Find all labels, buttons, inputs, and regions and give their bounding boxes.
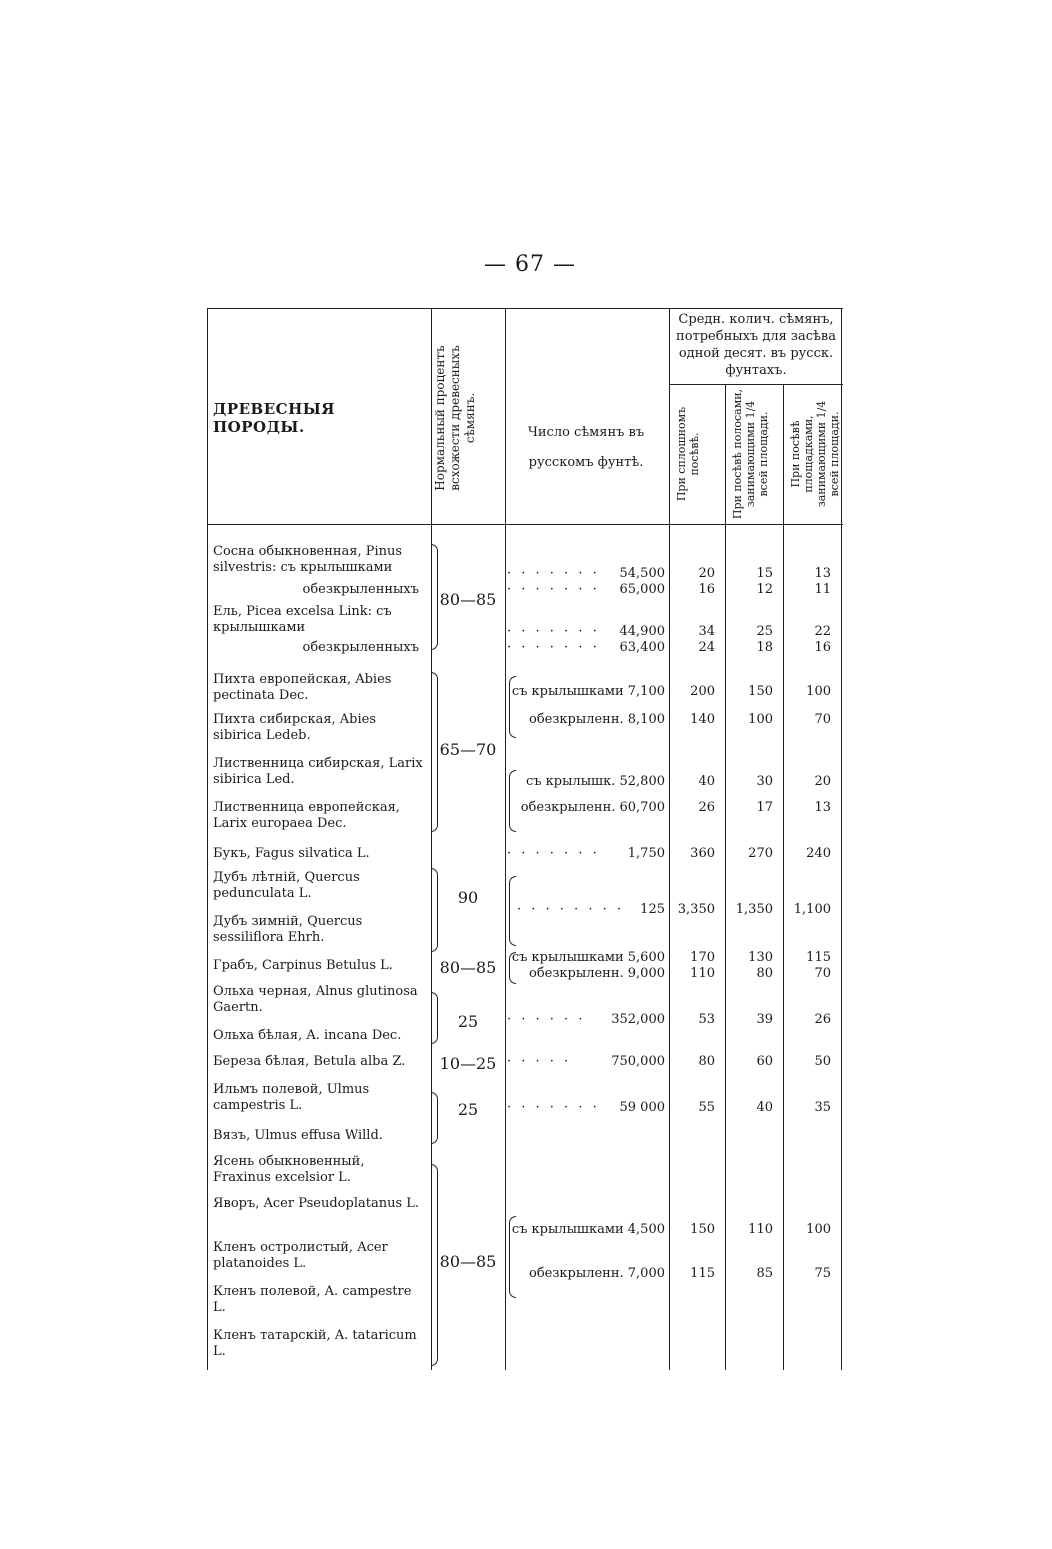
species-name: Ольха черная, Alnus glutinosa Gaertn. — [213, 984, 418, 1015]
seeds-cell: · · · · · · 352,000 — [507, 1012, 665, 1027]
brace — [509, 770, 516, 832]
species-name: Лиственница сибирская, Larix sibirica Led. — [213, 756, 423, 787]
continuous-cell: 40 — [698, 774, 715, 789]
strip-cell: 25 — [756, 624, 773, 639]
percent-ash-maple: 80—85 — [439, 1252, 497, 1271]
continuous-cell: 26 — [698, 800, 715, 815]
continuous-cell: 16 — [698, 582, 715, 597]
species-name: Дубъ зимній, Quercus sessiliflora Ehrh. — [213, 914, 363, 945]
continuous-cell: 360 — [690, 846, 715, 861]
header-sub-rule — [669, 384, 843, 385]
species-name: Грабъ, Carpinus Betulus L. — [213, 958, 393, 973]
species-name: Ольха бѣлая, A. incana Dec. — [213, 1028, 402, 1043]
continuous-cell: 80 — [698, 1054, 715, 1069]
continuous-cell: 110 — [690, 966, 715, 981]
spot-cell: 100 — [806, 684, 831, 699]
species-name: Кленъ полевой, A. campestre L. — [213, 1284, 412, 1315]
spot-cell: 70 — [814, 966, 831, 981]
continuous-cell: 24 — [698, 640, 715, 655]
percent-fir-larch: 65—70 — [439, 740, 497, 759]
continuous-cell: 34 — [698, 624, 715, 639]
strip-cell: 100 — [748, 712, 773, 727]
spot-cell: 75 — [814, 1266, 831, 1281]
continuous-cell: 150 — [690, 1222, 715, 1237]
continuous-cell: 140 — [690, 712, 715, 727]
species-name: Лиственница европейская, Larix europaea Dec. — [213, 800, 400, 831]
species-name: Кленъ татарскій, A. tataricum L. — [213, 1328, 417, 1359]
percent-pine-spruce: 80—85 — [439, 590, 497, 609]
strip-cell: 270 — [748, 846, 773, 861]
continuous-cell: 3,350 — [677, 902, 715, 917]
column-rule — [669, 308, 670, 1370]
spot-cell: 70 — [814, 712, 831, 727]
species-name: Сосна обыкновенная, Pinus silvestris: съ крылышками — [213, 544, 403, 575]
strip-cell: 1,350 — [735, 902, 773, 917]
brace — [431, 1164, 438, 1366]
continuous-cell: 115 — [690, 1266, 715, 1281]
seeds-cell: · · · · · · · 54,500 — [507, 566, 665, 581]
spot-cell: 20 — [814, 774, 831, 789]
species-name: Ильмъ полевой, Ulmus campestris L. — [213, 1082, 370, 1113]
percent-alder: 25 — [457, 1012, 479, 1031]
header-percent: Нормальный процентъ всхожести древесныхъ сѣмянъ. — [433, 345, 477, 491]
seeds-cell: · · · · · · · 59 000 — [507, 1100, 665, 1115]
seed-table: ДРЕВЕСНЫЯ ПОРОДЫ. Нормальный процентъ всхожести древесныхъ сѣмянъ. Число сѣмянъ въ русскомъ фунтѣ. Средн. колич. сѣмянъ, потребныхъ для засѣва одной десят. въ русск. фунтахъ. При сплошномъ посѣвѣ. При посѣвѣ полосами, занимающими 1/4 всей площади. При посѣвѣ площадками, занимающими 1/4 всей площади. 80—85 65—70 90 80—85 25 10—25 25 80—85 Сосна обыкновенная, Pinus silvestris: съ крылышками · · · · · · · 54,500 20 15 13 обезкрыленныхъ · · · · · · · 65,000 16 12 11 Ель, Picea excelsa Link: съ крылышками · · · · · · · 44,900 34 25 22 обезкрыленныхъ · · · · · · · 63,400 24 18 16 Пихта европейская, Abies pectinata Dec. съ крылышками 7,100 200 150 100 Пихта сибирская, Abies sibirica Ledeb. обезкрыленн. 8,100 140 100 70 Лиственница сибирская, Larix sibirica Led. съ крылышк. 52,800 40 30 20 Лиственница европейская, Larix europaea Dec. обезкрыленн. 60,700 26 17 13 Букъ, Fagus silvatica L. · · · · · · · 1,750 360 270 240 Дубъ лѣтній, Quercus pedunculata L. Дубъ зимній, Quercus sessiliflora Ehrh. · · · · · · · · 125 3,350 1,350 1,100 Грабъ, Carpinus Betulus L. съ крылышками 5,600 170 130 115 обезкрыленн. 9,000 110 80 70 Ольха черная, Alnus glutinosa Gaertn. Ольха бѣлая, A. incana Dec. · · · · · · 352,000 53 39 26 Береза бѣлая, Betula alba Z. · · · · · 750,000 80 60 50 Ильмъ полевой, Ulmus campestris L. · · · · · · · 59 000 55 40 35 Вязъ, Ulmus effusa Willd. Ясень обыкновенный, Fraxinus excelsior L. Яворъ, Acer Pseudoplatanus L. съ крылышками 4,500 150 110 100 Кленъ остролистый, Acer platanoides L. обезкрыленн. 7,000 115 85 75 Кленъ полевой, A. campestre L. Кленъ татарскій, A. tataricum L. — [207, 308, 843, 1370]
species-name: Ель, Picea excelsa Link: съ крылышками — [213, 604, 392, 635]
continuous-cell: 55 — [698, 1100, 715, 1115]
species-name: Пихта европейская, Abies pectinata Dec. — [213, 672, 392, 703]
strip-cell: 80 — [756, 966, 773, 981]
brace — [431, 992, 438, 1044]
column-rule — [783, 384, 784, 1370]
seeds-cell: · · · · · · · 1,750 — [507, 846, 665, 861]
species-name: Пихта сибирская, Abies sibirica Ledeb. — [213, 712, 377, 743]
table-top-rule — [207, 308, 843, 309]
spot-cell: 1,100 — [793, 902, 831, 917]
strip-cell: 15 — [756, 566, 773, 581]
continuous-cell: 200 — [690, 684, 715, 699]
spot-cell: 13 — [814, 800, 831, 815]
percent-elm: 25 — [457, 1100, 479, 1119]
percent-hornbeam: 80—85 — [439, 958, 497, 977]
seeds-cell: · · · · · · · 65,000 — [507, 582, 665, 597]
strip-cell: 30 — [756, 774, 773, 789]
brace — [431, 1092, 438, 1144]
spot-cell: 26 — [814, 1012, 831, 1027]
brace — [431, 672, 438, 832]
species-name: Букъ, Fagus silvatica L. — [213, 846, 370, 861]
strip-cell: 60 — [756, 1054, 773, 1069]
spot-cell: 16 — [814, 640, 831, 655]
species-name: Береза бѣлая, Betula alba Z. — [213, 1054, 406, 1069]
spot-cell: 13 — [814, 566, 831, 581]
spot-cell: 22 — [814, 624, 831, 639]
percent-birch: 10—25 — [439, 1054, 497, 1073]
seeds-cell: · · · · · · · 63,400 — [507, 640, 665, 655]
strip-cell: 40 — [756, 1100, 773, 1115]
strip-cell: 85 — [756, 1266, 773, 1281]
header-species: ДРЕВЕСНЫЯ ПОРОДЫ. — [213, 400, 336, 436]
species-name: Ясень обыкновенный, Fraxinus excelsior L. — [213, 1154, 365, 1185]
strip-cell: 12 — [756, 582, 773, 597]
spot-cell: 11 — [814, 582, 831, 597]
species-name: обезкрыленныхъ — [302, 582, 419, 597]
spot-cell: 115 — [806, 950, 831, 965]
header-average-amount: Средн. колич. сѣмянъ, потребныхъ для засѣва одной десят. въ русск. фунтахъ. — [676, 312, 836, 378]
strip-cell: 150 — [748, 684, 773, 699]
spot-cell: 50 — [814, 1054, 831, 1069]
brace — [431, 544, 438, 650]
spot-cell: 240 — [806, 846, 831, 861]
strip-cell: 17 — [756, 800, 773, 815]
strip-cell: 110 — [748, 1222, 773, 1237]
spot-cell: 100 — [806, 1222, 831, 1237]
species-name: Дубъ лѣтній, Quercus pedunculata L. — [213, 870, 360, 901]
table-border-left — [207, 308, 208, 1370]
continuous-cell: 20 — [698, 566, 715, 581]
strip-cell: 130 — [748, 950, 773, 965]
brace — [431, 868, 438, 952]
page-number: — 67 — — [484, 252, 576, 277]
species-name: Яворъ, Acer Pseudoplatanus L. — [213, 1196, 420, 1211]
strip-cell: 39 — [756, 1012, 773, 1027]
seeds-cell: · · · · · · · · 125 — [517, 902, 665, 917]
header-continuous-sowing: При сплошномъ посѣвѣ. — [675, 406, 701, 502]
seeds-cell: · · · · · · · 44,900 — [507, 624, 665, 639]
continuous-cell: 170 — [690, 950, 715, 965]
species-name: Кленъ остролистый, Acer platanoides L. — [213, 1240, 388, 1271]
strip-cell: 18 — [756, 640, 773, 655]
column-rule — [725, 384, 726, 1370]
species-name: обезкрыленныхъ — [302, 640, 419, 655]
seeds-cell: · · · · · 750,000 — [507, 1054, 665, 1069]
header-spot-sowing: При посѣвѣ площадками, занимающими 1/4 всей площади. — [789, 400, 841, 508]
spot-cell: 35 — [814, 1100, 831, 1115]
header-strip-sowing: При посѣвѣ полосами, занимающими 1/4 всей площади. — [731, 388, 770, 520]
header-bottom-rule — [207, 524, 843, 525]
header-seeds-per-pound: Число сѣмянъ въ русскомъ фунтѣ. — [527, 425, 645, 470]
percent-oak: 90 — [457, 888, 479, 907]
species-name: Вязъ, Ulmus effusa Willd. — [213, 1128, 383, 1143]
continuous-cell: 53 — [698, 1012, 715, 1027]
